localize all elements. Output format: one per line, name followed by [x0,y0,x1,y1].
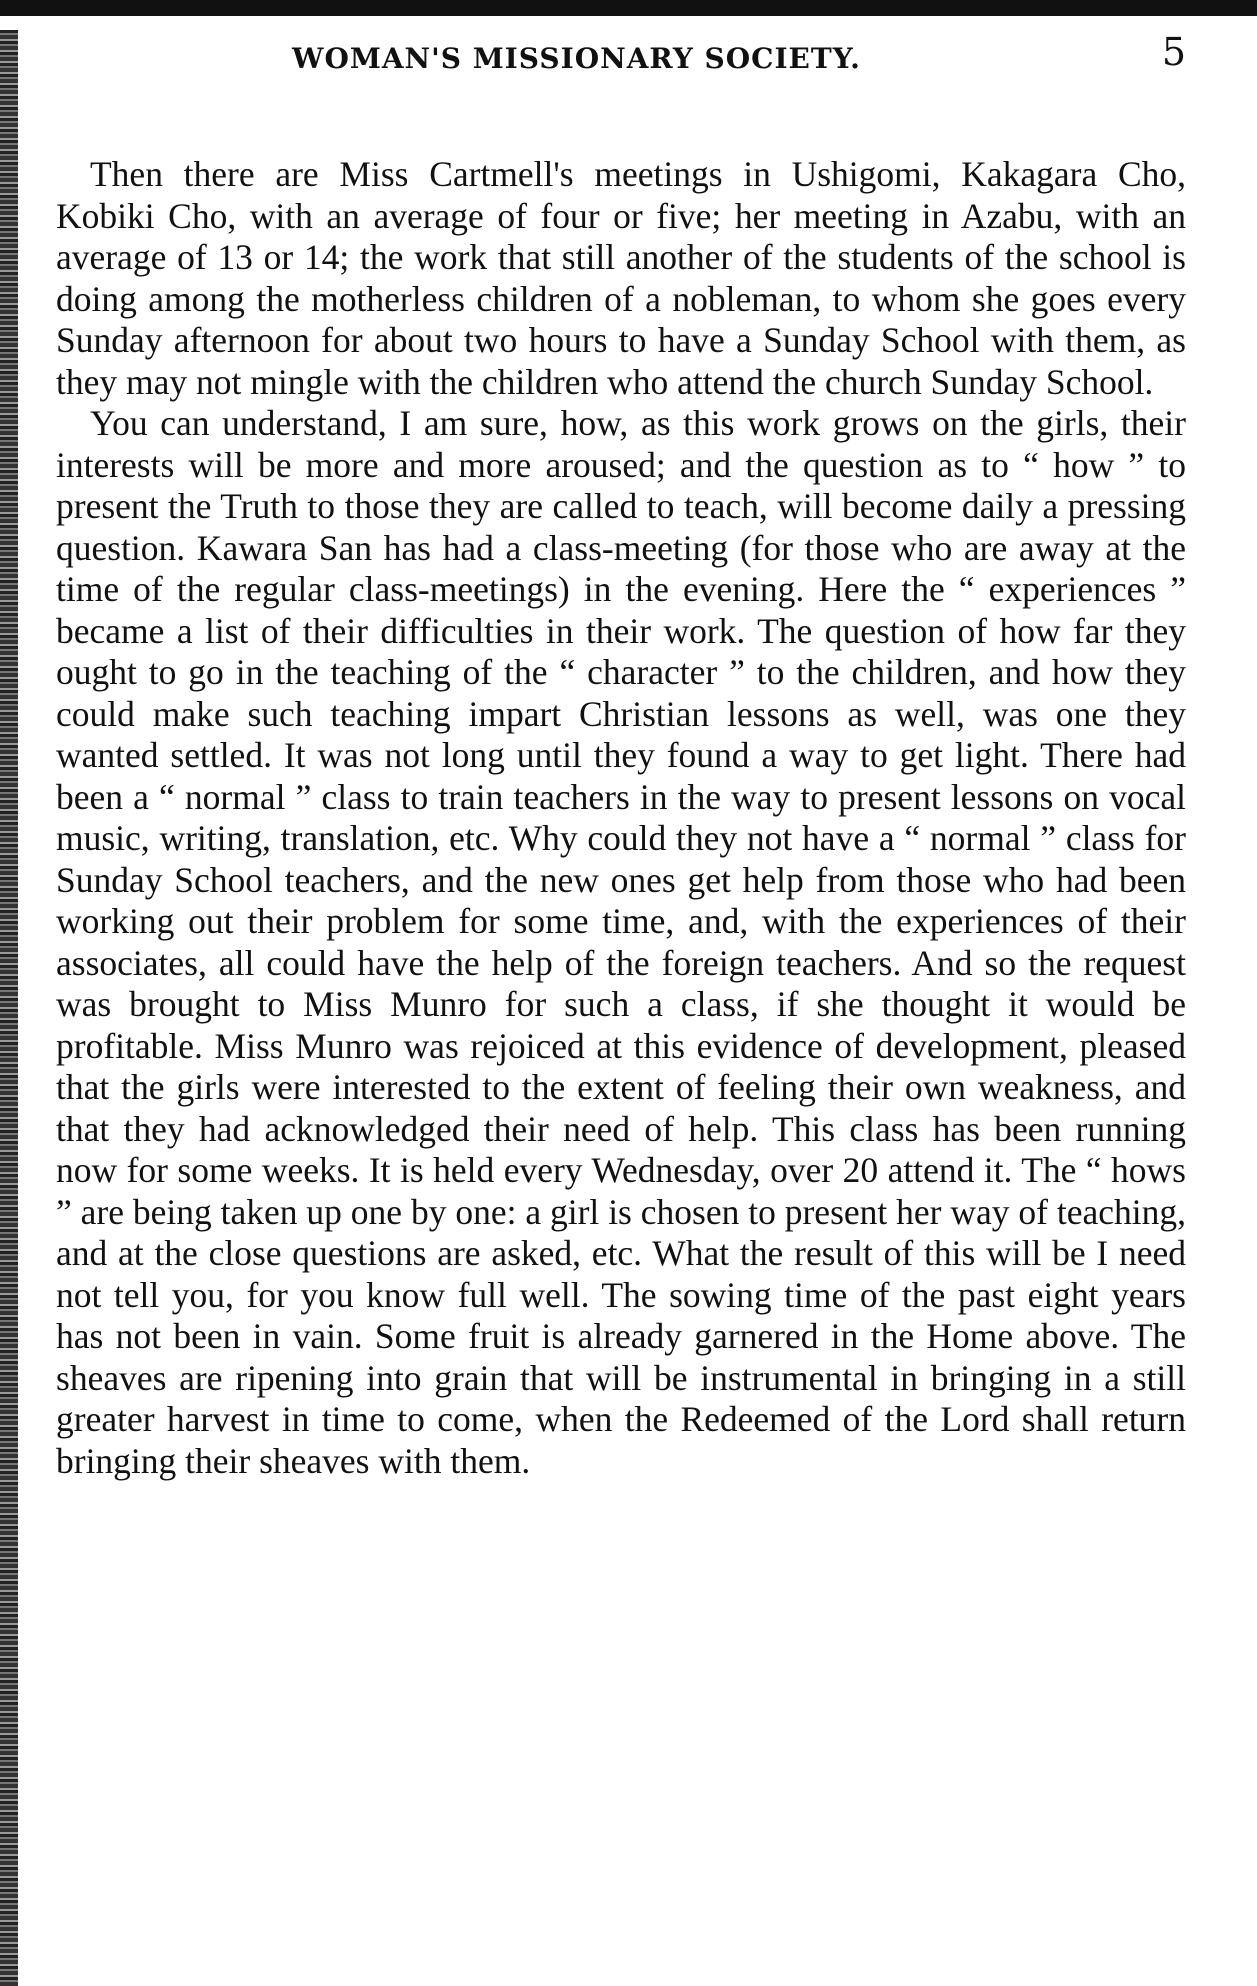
top-border-rule [0,0,1257,16]
paragraph: You can understand, I am sure, how, as this work grows on the girls, their interests will be more and more aroused; and the question as to “ how ” to present the Truth to those they are called to teach, will become daily a pressing question. Kawara San has had a class-meeting (for those who are away at the time of the regular class-meetings) in the evening. Here the “ experiences ” became a list of their difficulties in their work. The question of how far they ought to go in the teaching of the “ character ” to the children, and how they could make such teaching impart Christian lessons as well, was one they wanted settled. It was not long until they found a way to get light. There had been a “ normal ” class to train teachers in the way to present lessons on vocal music, writing, translation, etc. Why could they not have a “ normal ” class for Sunday School teachers, and the new ones get help from those who had been working out their problem for some time, and, with the experiences of their associates, all could have the help of the foreign teachers. And so the request was brought to Miss Munro for such a class, if she thought it would be profitable. Miss Munro was rejoiced at this evidence of development, pleased that the girls were interested to the extent of feeling their own weakness, and that they had acknowledged their need of help. This class has been running now for some weeks. It is held every Wednesday, over 20 attend it. The “ hows ” are being taken up one by one: a girl is chosen to present her way of teaching, and at the close questions are asked, etc. What the result of this will be I need not tell you, for you know full well. The sowing time of the past eight years has not been in vain. Some fruit is already garnered in the Home above. The sheaves are ripening into grain that will be instrumental in bringing in a still greater harvest in time to come, when the Redeemed of the Lord shall return bringing their sheaves with them. [56,403,1186,1481]
paragraph: Then there are Miss Cartmell's meetings in Ushigomi, Kakagara Cho, Kobiki Cho, with an average of four or five; her meeting in Azabu, with an average of 13 or 14; the work that still another of the students of the school is doing among the motherless children of a nobleman, to whom she goes every Sunday afternoon for about two hours to have a Sunday School with them, as they may not mingle with the children who attend the church Sunday School. [56,154,1186,402]
document-page [56,26,1186,1482]
body-text [56,154,1186,1482]
page-number: 5 [1161,30,1186,74]
page-header [56,26,1186,84]
scanned-page-edge [0,30,18,1986]
running-title: WOMAN'S MISSIONARY SOCIETY. [292,42,861,75]
